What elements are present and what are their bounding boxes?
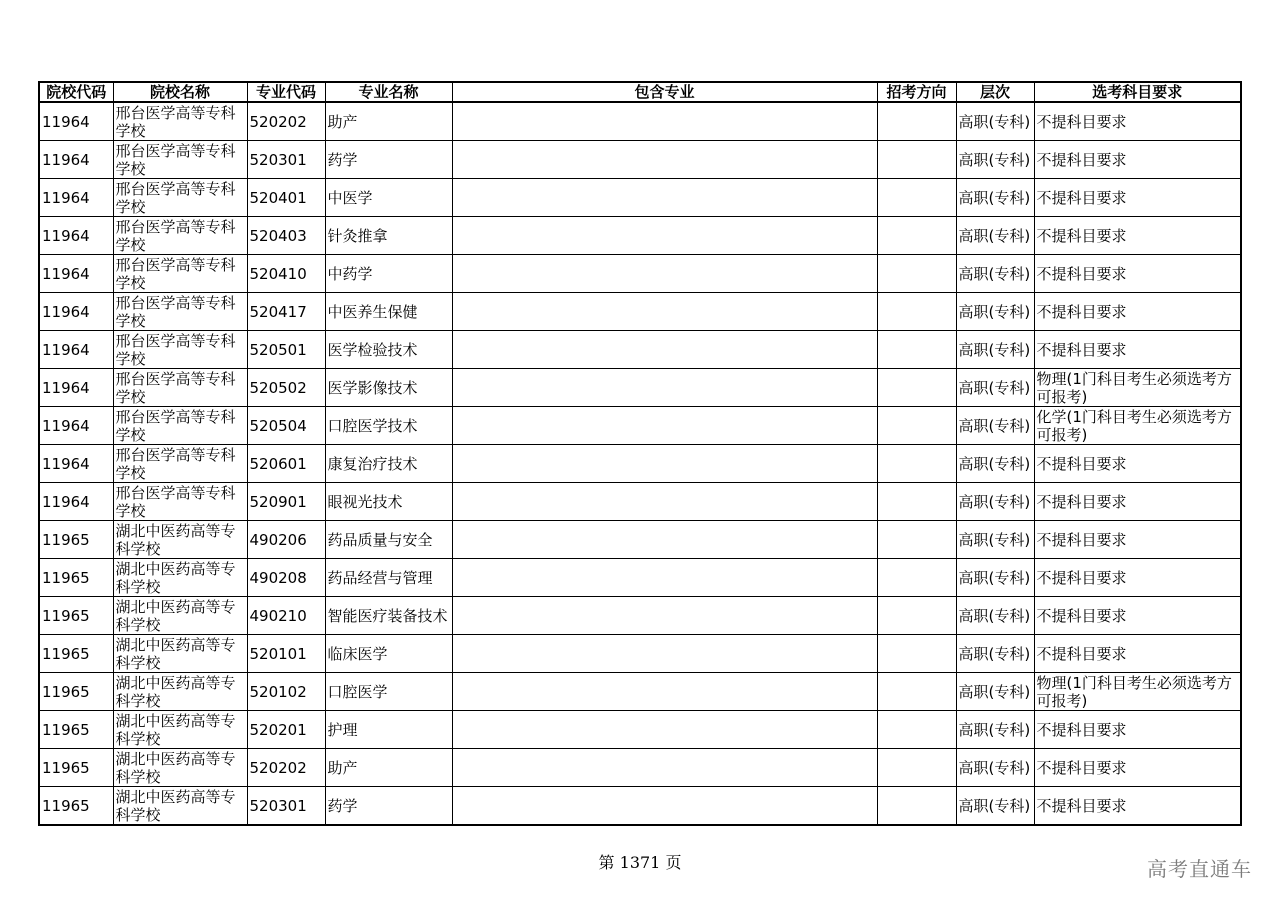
table-row <box>39 559 1241 597</box>
cell-major-name: 智能医疗装备技术 <box>325 597 452 635</box>
cell-level: 高职(专科) <box>956 369 1034 407</box>
cell-direction <box>877 217 956 255</box>
cell-direction <box>877 369 956 407</box>
table-row <box>39 673 1241 711</box>
header-direction: 招考方向 <box>877 82 956 102</box>
table-row <box>39 217 1241 255</box>
table-row <box>39 749 1241 787</box>
cell-major-name: 助产 <box>325 749 452 787</box>
cell-school-name: 邢台医学高等专科学校 <box>113 102 247 141</box>
cell-subject-requirement: 不提科目要求 <box>1034 711 1241 749</box>
cell-school-code: 11964 <box>39 445 113 483</box>
cell-major-code: 520301 <box>247 787 325 826</box>
table-row <box>39 255 1241 293</box>
cell-level: 高职(专科) <box>956 711 1034 749</box>
cell-level: 高职(专科) <box>956 331 1034 369</box>
table-row <box>39 787 1241 826</box>
cell-major-code: 520101 <box>247 635 325 673</box>
header-school-name: 院校名称 <box>113 82 247 102</box>
cell-school-code: 11965 <box>39 749 113 787</box>
cell-major-code: 520201 <box>247 711 325 749</box>
cell-level: 高职(专科) <box>956 483 1034 521</box>
cell-direction <box>877 749 956 787</box>
cell-level: 高职(专科) <box>956 559 1034 597</box>
cell-direction <box>877 179 956 217</box>
cell-major-code: 520410 <box>247 255 325 293</box>
cell-direction <box>877 787 956 826</box>
cell-included-majors <box>452 293 877 331</box>
cell-school-code: 11965 <box>39 597 113 635</box>
cell-school-name: 邢台医学高等专科学校 <box>113 179 247 217</box>
cell-major-code: 520401 <box>247 179 325 217</box>
cell-included-majors <box>452 635 877 673</box>
cell-school-name: 湖北中医药高等专科学校 <box>113 673 247 711</box>
cell-major-code: 520403 <box>247 217 325 255</box>
cell-subject-requirement: 不提科目要求 <box>1034 445 1241 483</box>
cell-subject-requirement: 化学(1门科目考生必须选考方可报考) <box>1034 407 1241 445</box>
cell-level: 高职(专科) <box>956 217 1034 255</box>
cell-major-name: 中医学 <box>325 179 452 217</box>
cell-major-code: 490210 <box>247 597 325 635</box>
cell-major-name: 针灸推拿 <box>325 217 452 255</box>
cell-major-code: 520202 <box>247 102 325 141</box>
cell-major-name: 中医养生保健 <box>325 293 452 331</box>
cell-included-majors <box>452 179 877 217</box>
table-row <box>39 521 1241 559</box>
cell-school-code: 11964 <box>39 255 113 293</box>
cell-subject-requirement: 不提科目要求 <box>1034 331 1241 369</box>
cell-school-code: 11965 <box>39 521 113 559</box>
page-number: 第 1371 页 <box>598 853 682 872</box>
table-row <box>39 369 1241 407</box>
cell-major-code: 520202 <box>247 749 325 787</box>
cell-major-code: 520417 <box>247 293 325 331</box>
cell-school-code: 11965 <box>39 559 113 597</box>
cell-major-code: 520601 <box>247 445 325 483</box>
cell-direction <box>877 483 956 521</box>
cell-major-code: 490208 <box>247 559 325 597</box>
table-row <box>39 293 1241 331</box>
header-major-name: 专业名称 <box>325 82 452 102</box>
cell-school-name: 邢台医学高等专科学校 <box>113 217 247 255</box>
cell-major-name: 助产 <box>325 102 452 141</box>
cell-direction <box>877 331 956 369</box>
cell-school-code: 11964 <box>39 179 113 217</box>
cell-major-name: 医学影像技术 <box>325 369 452 407</box>
cell-major-name: 药学 <box>325 787 452 826</box>
cell-subject-requirement: 不提科目要求 <box>1034 179 1241 217</box>
cell-school-code: 11965 <box>39 787 113 826</box>
cell-included-majors <box>452 102 877 141</box>
cell-included-majors <box>452 787 877 826</box>
cell-level: 高职(专科) <box>956 749 1034 787</box>
cell-school-name: 邢台医学高等专科学校 <box>113 445 247 483</box>
table-row <box>39 141 1241 179</box>
cell-level: 高职(专科) <box>956 407 1034 445</box>
cell-level: 高职(专科) <box>956 597 1034 635</box>
cell-major-code: 520504 <box>247 407 325 445</box>
cell-major-name: 药品经营与管理 <box>325 559 452 597</box>
table-row <box>39 102 1241 141</box>
cell-school-code: 11965 <box>39 635 113 673</box>
cell-direction <box>877 293 956 331</box>
cell-subject-requirement: 不提科目要求 <box>1034 293 1241 331</box>
cell-subject-requirement: 不提科目要求 <box>1034 597 1241 635</box>
cell-school-name: 邢台医学高等专科学校 <box>113 293 247 331</box>
cell-school-code: 11965 <box>39 673 113 711</box>
header-major-code: 专业代码 <box>247 82 325 102</box>
cell-school-name: 邢台医学高等专科学校 <box>113 255 247 293</box>
cell-direction <box>877 141 956 179</box>
cell-major-code: 520502 <box>247 369 325 407</box>
cell-subject-requirement: 物理(1门科目考生必须选考方可报考) <box>1034 673 1241 711</box>
table-row <box>39 711 1241 749</box>
cell-major-name: 药学 <box>325 141 452 179</box>
cell-major-code: 520102 <box>247 673 325 711</box>
cell-subject-requirement: 不提科目要求 <box>1034 749 1241 787</box>
cell-direction <box>877 255 956 293</box>
cell-school-name: 湖北中医药高等专科学校 <box>113 597 247 635</box>
cell-included-majors <box>452 521 877 559</box>
cell-school-name: 湖北中医药高等专科学校 <box>113 635 247 673</box>
cell-included-majors <box>452 141 877 179</box>
cell-school-code: 11964 <box>39 217 113 255</box>
cell-major-name: 口腔医学技术 <box>325 407 452 445</box>
cell-major-name: 药品质量与安全 <box>325 521 452 559</box>
table-row <box>39 331 1241 369</box>
table-row <box>39 635 1241 673</box>
cell-school-name: 邢台医学高等专科学校 <box>113 331 247 369</box>
cell-included-majors <box>452 559 877 597</box>
cell-level: 高职(专科) <box>956 787 1034 826</box>
table-row <box>39 483 1241 521</box>
header-level: 层次 <box>956 82 1034 102</box>
header-subject-requirement: 选考科目要求 <box>1034 82 1241 102</box>
cell-direction <box>877 521 956 559</box>
table-row <box>39 179 1241 217</box>
cell-subject-requirement: 不提科目要求 <box>1034 483 1241 521</box>
cell-level: 高职(专科) <box>956 102 1034 141</box>
cell-subject-requirement: 不提科目要求 <box>1034 635 1241 673</box>
cell-included-majors <box>452 597 877 635</box>
cell-school-code: 11964 <box>39 331 113 369</box>
cell-included-majors <box>452 331 877 369</box>
cell-included-majors <box>452 483 877 521</box>
watermark-logo: 高考直通车 <box>1147 857 1252 881</box>
cell-direction <box>877 711 956 749</box>
cell-subject-requirement: 不提科目要求 <box>1034 521 1241 559</box>
cell-major-code: 490206 <box>247 521 325 559</box>
cell-major-name: 口腔医学 <box>325 673 452 711</box>
cell-included-majors <box>452 711 877 749</box>
cell-direction <box>877 445 956 483</box>
table-row <box>39 445 1241 483</box>
cell-school-code: 11964 <box>39 483 113 521</box>
cell-level: 高职(专科) <box>956 521 1034 559</box>
cell-subject-requirement: 不提科目要求 <box>1034 559 1241 597</box>
cell-school-name: 邢台医学高等专科学校 <box>113 483 247 521</box>
cell-major-code: 520901 <box>247 483 325 521</box>
cell-level: 高职(专科) <box>956 179 1034 217</box>
table-row <box>39 407 1241 445</box>
cell-school-name: 湖北中医药高等专科学校 <box>113 749 247 787</box>
cell-included-majors <box>452 407 877 445</box>
cell-school-code: 11965 <box>39 711 113 749</box>
cell-direction <box>877 407 956 445</box>
cell-major-code: 520501 <box>247 331 325 369</box>
cell-level: 高职(专科) <box>956 445 1034 483</box>
cell-direction <box>877 597 956 635</box>
table-row <box>39 597 1241 635</box>
cell-school-code: 11964 <box>39 293 113 331</box>
cell-subject-requirement: 不提科目要求 <box>1034 255 1241 293</box>
cell-level: 高职(专科) <box>956 141 1034 179</box>
cell-school-code: 11964 <box>39 141 113 179</box>
header-school-code: 院校代码 <box>39 82 113 102</box>
cell-major-name: 中药学 <box>325 255 452 293</box>
cell-included-majors <box>452 445 877 483</box>
cell-school-code: 11964 <box>39 102 113 141</box>
cell-subject-requirement: 物理(1门科目考生必须选考方可报考) <box>1034 369 1241 407</box>
cell-included-majors <box>452 217 877 255</box>
cell-subject-requirement: 不提科目要求 <box>1034 787 1241 826</box>
cell-school-name: 邢台医学高等专科学校 <box>113 141 247 179</box>
cell-included-majors <box>452 673 877 711</box>
cell-major-name: 护理 <box>325 711 452 749</box>
cell-level: 高职(专科) <box>956 673 1034 711</box>
cell-school-name: 湖北中医药高等专科学校 <box>113 559 247 597</box>
cell-school-name: 邢台医学高等专科学校 <box>113 407 247 445</box>
table-header-row <box>39 82 1241 102</box>
cell-school-name: 湖北中医药高等专科学校 <box>113 521 247 559</box>
cell-school-code: 11964 <box>39 369 113 407</box>
cell-subject-requirement: 不提科目要求 <box>1034 102 1241 141</box>
cell-major-name: 医学检验技术 <box>325 331 452 369</box>
cell-direction <box>877 559 956 597</box>
cell-major-name: 康复治疗技术 <box>325 445 452 483</box>
cell-level: 高职(专科) <box>956 293 1034 331</box>
cell-included-majors <box>452 749 877 787</box>
cell-school-name: 湖北中医药高等专科学校 <box>113 787 247 826</box>
cell-major-name: 临床医学 <box>325 635 452 673</box>
cell-major-code: 520301 <box>247 141 325 179</box>
cell-direction <box>877 102 956 141</box>
cell-direction <box>877 673 956 711</box>
cell-school-name: 湖北中医药高等专科学校 <box>113 711 247 749</box>
cell-direction <box>877 635 956 673</box>
header-included-majors: 包含专业 <box>452 82 877 102</box>
cell-school-name: 邢台医学高等专科学校 <box>113 369 247 407</box>
cell-level: 高职(专科) <box>956 635 1034 673</box>
cell-subject-requirement: 不提科目要求 <box>1034 217 1241 255</box>
cell-school-code: 11964 <box>39 407 113 445</box>
cell-included-majors <box>452 255 877 293</box>
cell-level: 高职(专科) <box>956 255 1034 293</box>
admission-table <box>38 81 1242 826</box>
cell-subject-requirement: 不提科目要求 <box>1034 141 1241 179</box>
cell-included-majors <box>452 369 877 407</box>
cell-major-name: 眼视光技术 <box>325 483 452 521</box>
